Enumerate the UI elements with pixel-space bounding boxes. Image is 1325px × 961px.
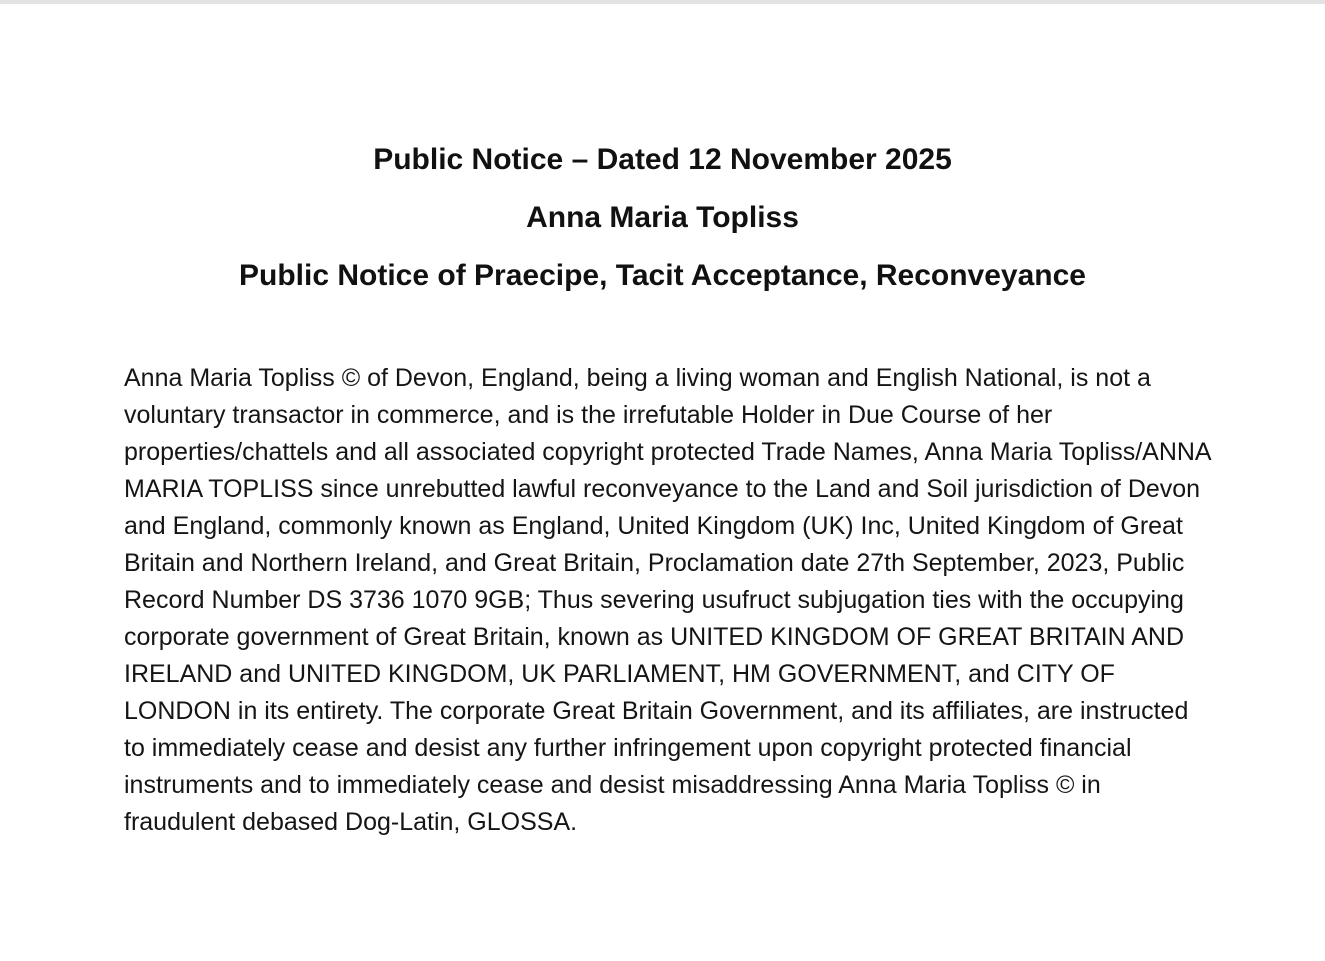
- top-divider: [0, 0, 1325, 4]
- document-header: [0, 131, 1325, 305]
- notice-name: Anna Maria Topliss: [526, 201, 799, 234]
- notice-subtitle: Public Notice of Praecipe, Tacit Acceptance, Reconveyance: [239, 259, 1086, 292]
- notice-title: Public Notice – Dated 12 November 2025: [373, 143, 952, 176]
- notice-body: Anna Maria Topliss © of Devon, England, being a living woman and English National, is not a voluntary transactor in commerce, and is the irrefutable Holder in Due Course of her properties/chattels and all associated copyright protected Trade Names, Anna Maria Topliss/ANNA MARIA TOPLISS since unrebutted lawful reconveyance to the Land and Soil jurisdiction of Devon and England, commonly known as England, United Kingdom (UK) Inc, United Kingdom of Great Britain and Northern Ireland, and Great Britain, Proclamation date 27th September, 2023, Public Record Number DS 3736 1070 9GB; Thus severing usufruct subjugation ties with the occupying corporate government of Great Britain, known as UNITED KINGDOM OF GREAT BRITAIN AND IRELAND and UNITED KINGDOM, UK PARLIAMENT, HM GOVERNMENT, and CITY OF LONDON in its entirety. The corporate Great Britain Government, and its affiliates, are instructed to immediately cease and desist any further infringement upon copyright protected financial instruments and to immediately cease and desist misaddressing Anna Maria Topliss © in fraudulent debased Dog-Latin, GLOSSA.: [124, 364, 1211, 836]
